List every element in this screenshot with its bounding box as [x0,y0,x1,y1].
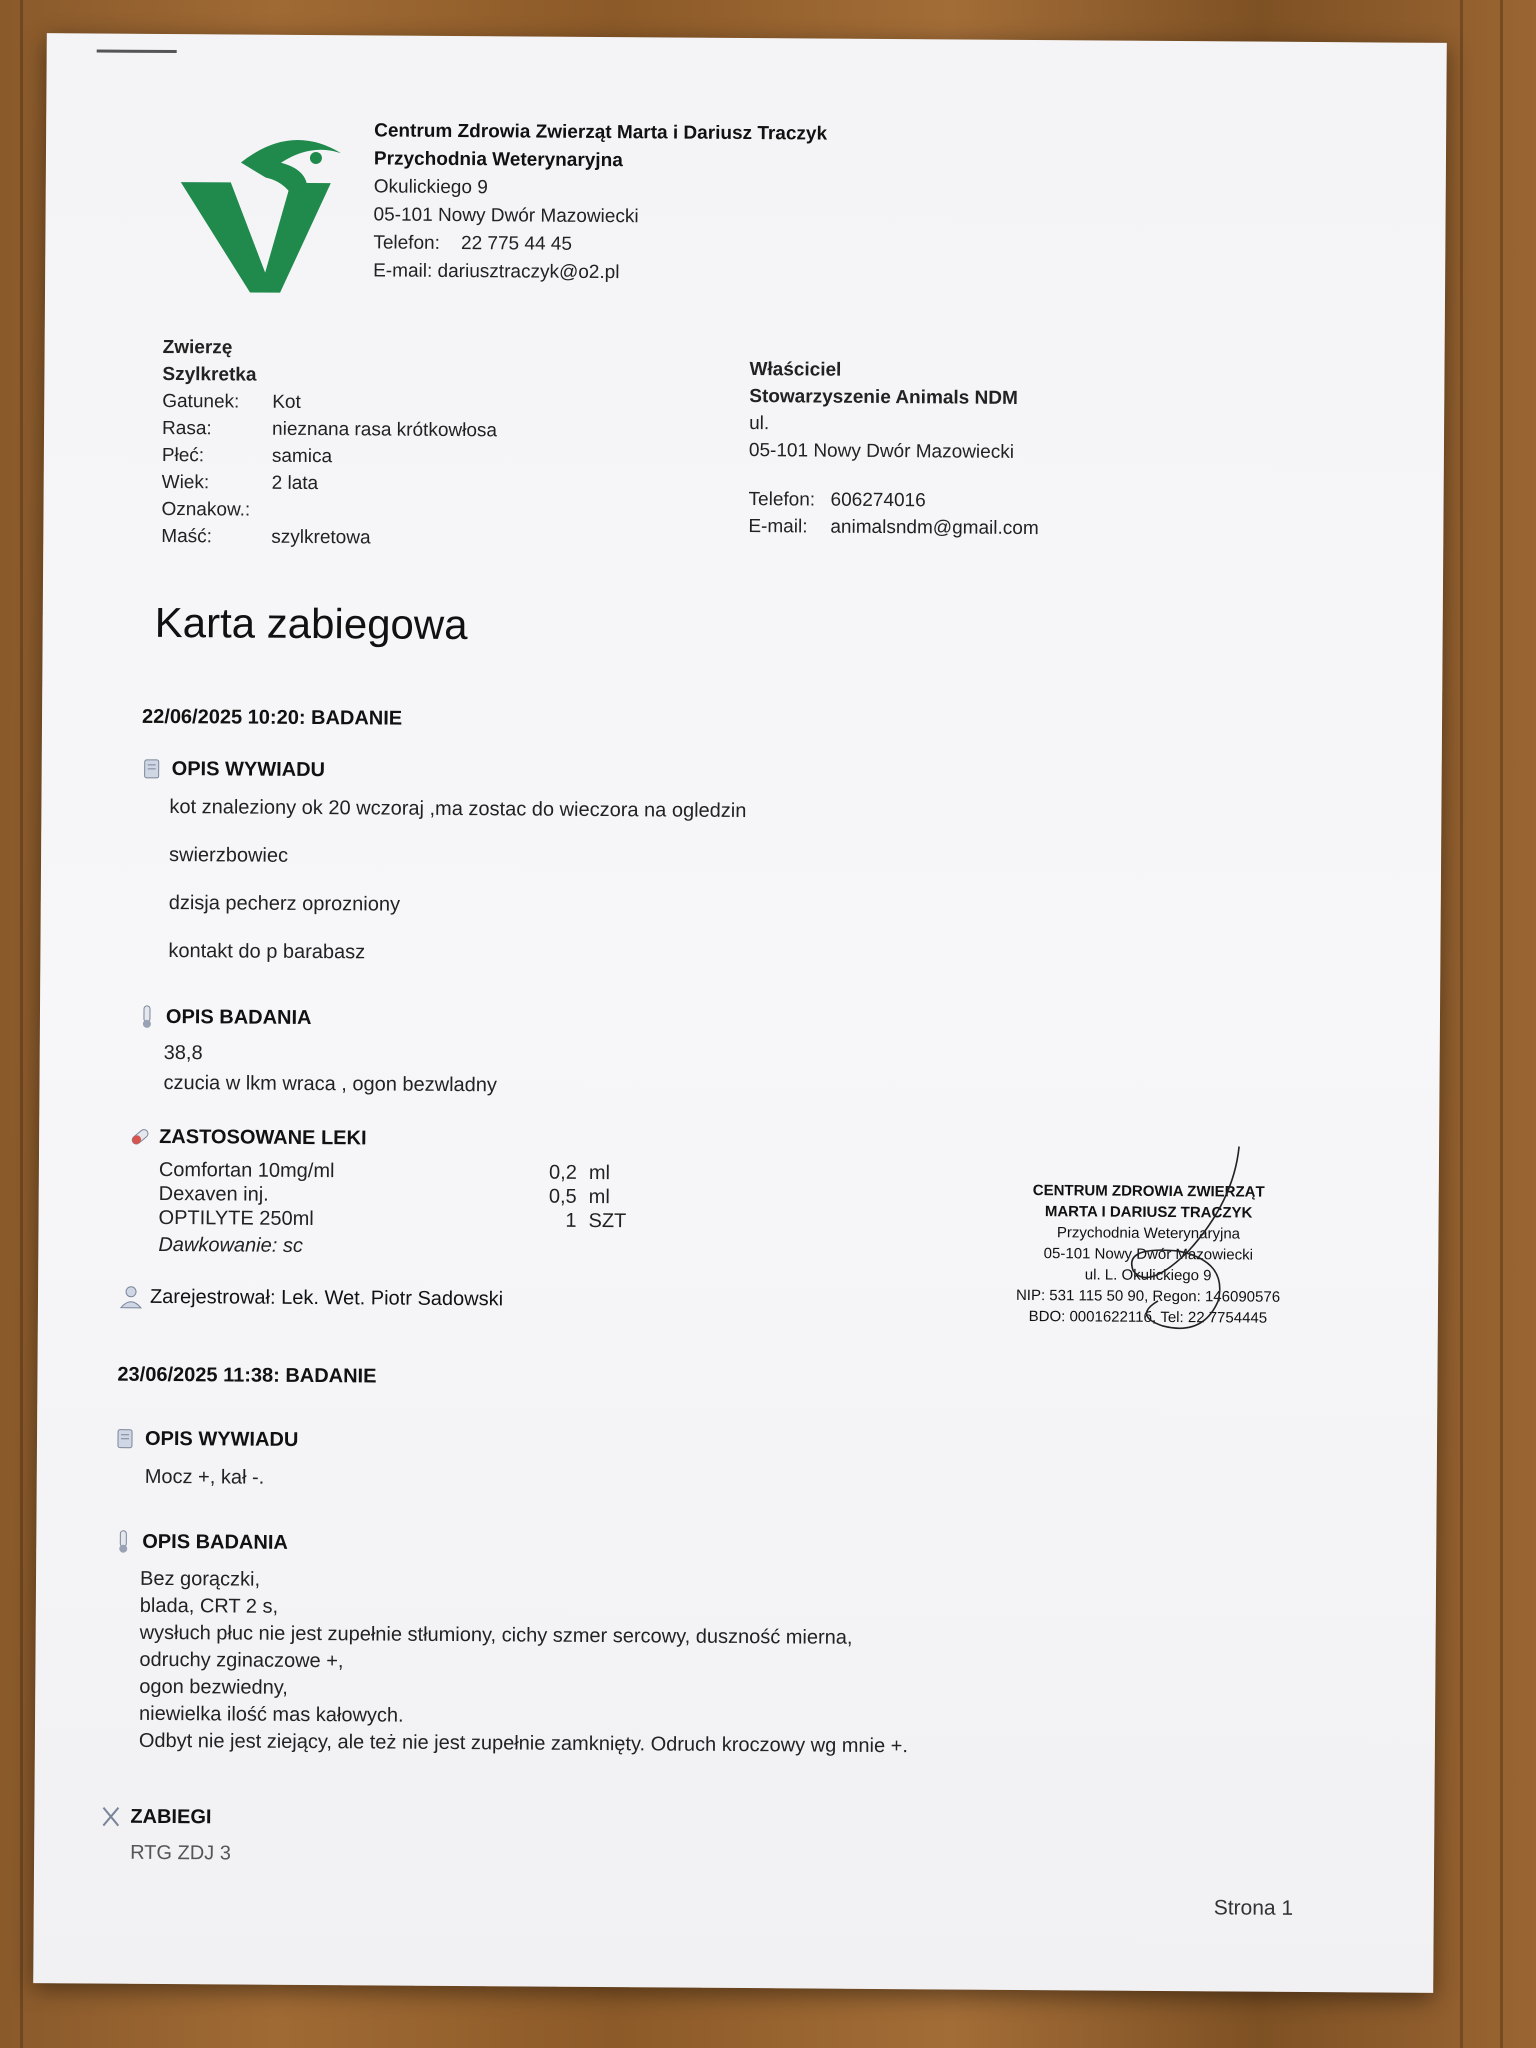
clinic-city: 05-101 Nowy Dwór Mazowiecki [373,204,639,228]
animal-field [162,388,497,417]
animal-field [162,415,497,444]
meds-heading [127,1124,367,1152]
interview-line: dzisja pecherz oprozniony [168,892,401,916]
stamp-line: Przychodnia Weterynaryjna [1056,1224,1241,1243]
stamp-line: MARTA I DARIUSZ TRACZYK [1044,1203,1253,1222]
clinic-name: Centrum Zdrowia Zwierząt Marta i Dariusz Traczyk [374,120,828,145]
field-value: 2 lata [271,472,319,495]
clinic-email-row [373,257,826,288]
med-qty: 0,5 [548,1185,577,1208]
field-label: Maść: [161,525,213,548]
interview-title: OPIS WYWIADU [144,1427,299,1451]
exam-line: wysłuch płuc nie jest zupełnie stłumiony, cichy szmer sercowy, duszność mierna, [139,1621,853,1649]
field-value: samica [271,445,333,468]
exam-line: czucia w lkm wraca , ogon bezwladny [163,1071,498,1097]
page-number: Strona 1 [1213,1896,1294,1920]
owner-heading: Właściciel [749,359,842,381]
interview-line: Mocz +, kał -. [144,1465,265,1489]
exam-line: Bez gorączki, [139,1567,261,1591]
dosage-text: Dawkowanie: sc [158,1233,303,1257]
stamp-line: CENTRUM ZDROWIA ZWIERZĄT [1032,1182,1265,1201]
meds-title: ZASTOSOWANE LEKI [159,1125,367,1149]
owner-street: ul. [749,413,770,435]
notepad-icon [140,756,166,782]
owner-name: Stowarzyszenie Animals NDM [749,386,1018,409]
interview-heading [113,1426,299,1453]
exam-line: Odbyt nie jest ziejący, ale też nie jest zupełnie zamknięty. Odruch kroczowy wg mnie +. [138,1729,909,1758]
exam-heading [134,1004,312,1031]
exam-heading [110,1529,288,1556]
user-icon [118,1284,144,1310]
owner-city: 05-101 Nowy Dwór Mazowiecki [748,440,1015,463]
procedures-heading [98,1804,211,1831]
clinic-email-label: E-mail: [373,260,433,282]
animal-field [162,442,497,471]
exam-line: niewielka ilość mas kałowych. [139,1702,404,1727]
stamp-line: BDO: 000162211б, Tel: 22 7754445 [1028,1308,1268,1327]
procedure-line: RTG ZDJ 3 [130,1841,231,1865]
exam-text [163,1040,497,1098]
scissors-icon [98,1804,124,1830]
procedures-title: ZABIEGI [130,1805,212,1828]
notepad-icon [113,1426,139,1452]
field-label: Płeć: [161,444,205,467]
exam-title: OPIS BADANIA [165,1005,312,1029]
owner-email-row [748,513,1038,542]
field-value: Kot [272,391,301,413]
stamp-line: 05-101 Nowy Dwór Mazowiecki [1043,1245,1254,1264]
interview-text [168,794,746,968]
clinic-email: dariusztraczyk@o2.pl [437,260,620,284]
owner-email: animalsndm@gmail.com [830,516,1039,540]
entry-header: 22/06/2025 10:20: BADANIE [141,705,403,730]
field-label: Oznakow.: [161,498,251,521]
animal-section [161,334,497,552]
document-title: Karta zabiegowa [154,598,468,649]
field-value: szylkretowa [271,526,371,549]
document-page [33,33,1447,1993]
clinic-phone-row [373,229,826,260]
interview-line: kontakt do p barabasz [168,940,366,964]
animal-field [161,523,496,552]
field-value: nieznana rasa krótkowłosa [271,418,498,442]
stamp-line: NIP: 531 115 50 90, Regon: 146090576 [1015,1286,1281,1306]
corner-mark [97,49,177,53]
owner-phone: 606274016 [830,489,926,512]
med-qty: 1 [565,1209,577,1232]
med-qty: 0,2 [548,1161,577,1184]
field-label: Gatunek: [162,390,240,413]
procedures-text [130,1840,231,1867]
exam-line: ogon bezwiedny, [139,1675,288,1699]
animal-heading: Zwierzę [162,336,233,359]
thermometer-icon [134,1004,160,1030]
signature-icon [1038,1140,1299,1342]
interview-heading [140,756,326,783]
interview-text [145,1464,265,1491]
exam-line: odruchy zginaczowe +, [139,1648,344,1673]
pill-icon [127,1124,153,1150]
field-label: Wiek: [161,471,210,494]
med-name: OPTILYTE 250ml [158,1206,314,1231]
owner-phone-row [748,486,1038,515]
thermometer-icon [110,1529,136,1555]
entry-header: 23/06/2025 11:38: BADANIE [117,1363,377,1388]
clinic-phone: 22 775 44 45 [460,233,573,255]
med-name: Dexaven inj. [158,1182,269,1206]
clinic-street: Okulickiego 9 [373,176,488,199]
registered-row [118,1284,503,1313]
animal-name: Szylkretka [162,363,257,386]
clinic-header [373,117,827,288]
interview-line: swierzbowiec [169,844,289,867]
animal-field [161,496,496,525]
clinic-phone-label: Telefon: [373,232,440,254]
owner-section [748,356,1040,542]
med-unit: ml [588,1185,610,1209]
meds-table [158,1158,668,1234]
owner-phone-label: Telefon: [748,489,816,511]
registered-text: Zarejestrował: Lek. Wet. Piotr Sadowski [149,1285,504,1310]
animal-field [162,469,497,498]
exam-line: 38,8 [163,1041,203,1065]
field-label: Rasa: [161,417,212,440]
interview-line: kot znaleziony ok 20 wczoraj ,ma zostac do wieczora na ogledzin [169,796,747,823]
med-name: Comfortan 10mg/ml [158,1158,335,1183]
exam-line: blada, CRT 2 s, [139,1594,279,1618]
exam-title: OPIS BADANIA [142,1530,288,1554]
exam-text [139,1566,909,1760]
med-unit: ml [588,1161,611,1185]
interview-title: OPIS WYWIADU [171,757,326,781]
stamp-line: ul. L. Okulickiego 9 [1084,1266,1212,1285]
clinic-logo-icon [170,122,361,293]
clinic-type: Przychodnia Weterynaryjna [373,148,623,172]
owner-email-label: E-mail: [748,516,808,538]
med-unit: SZT [588,1209,627,1233]
